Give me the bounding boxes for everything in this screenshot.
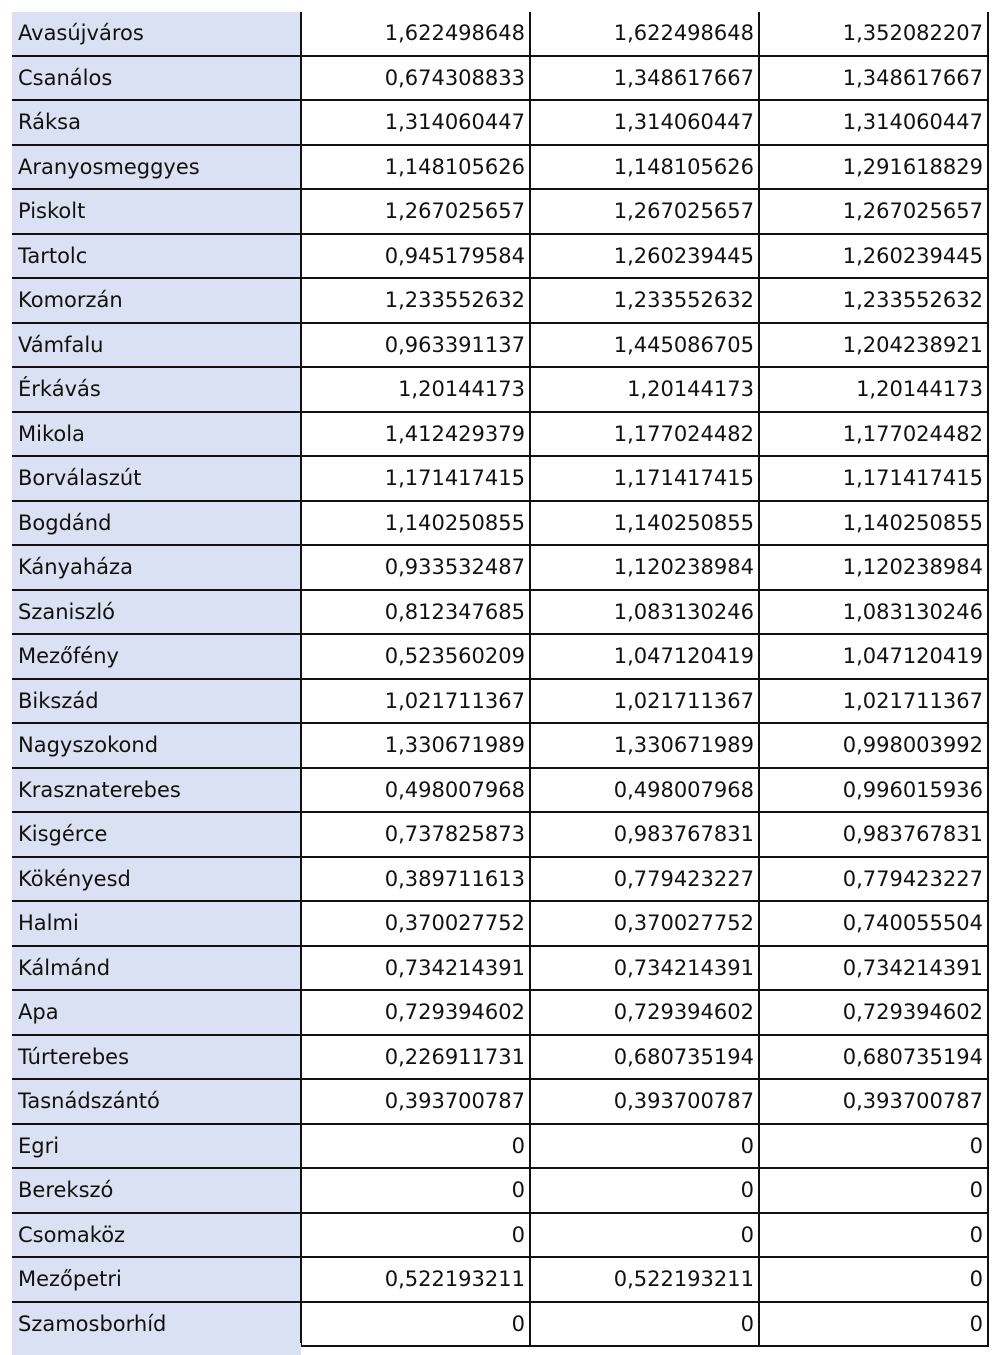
table-row xyxy=(12,857,988,902)
value-cell-3[interactable]: 1,260239445 xyxy=(759,234,988,279)
settlement-name-cell[interactable]: Ráksa xyxy=(12,100,301,145)
value-cell-2[interactable]: 0,729394602 xyxy=(530,990,759,1035)
table-row xyxy=(12,145,988,190)
table-row xyxy=(12,234,988,279)
table-row xyxy=(12,723,988,768)
settlement-name-cell[interactable]: Érkávás xyxy=(12,367,301,412)
value-cell-3[interactable]: 1,267025657 xyxy=(759,189,988,234)
table-row xyxy=(12,56,988,101)
table-row xyxy=(12,501,988,546)
data-table xyxy=(12,12,989,1347)
value-cell-3[interactable]: 1,177024482 xyxy=(759,412,988,457)
value-cell-3[interactable]: 0,996015936 xyxy=(759,768,988,813)
value-cell-3[interactable]: 1,021711367 xyxy=(759,679,988,724)
value-cell-3[interactable]: 1,20144173 xyxy=(759,367,988,412)
settlement-name-cell[interactable]: Kisgérce xyxy=(12,812,301,857)
table-body xyxy=(12,12,988,1346)
value-cell-2[interactable]: 1,445086705 xyxy=(530,323,759,368)
value-cell-2[interactable]: 0,498007968 xyxy=(530,768,759,813)
settlement-name-cell[interactable]: Komorzán xyxy=(12,278,301,323)
value-cell-3[interactable]: 1,204238921 xyxy=(759,323,988,368)
value-cell-3[interactable]: 1,291618829 xyxy=(759,145,988,190)
table-row xyxy=(12,412,988,457)
table-row xyxy=(12,1124,988,1169)
value-cell-2[interactable]: 0,680735194 xyxy=(530,1035,759,1080)
value-cell-3[interactable]: 1,083130246 xyxy=(759,590,988,635)
table-row xyxy=(12,189,988,234)
value-cell-3[interactable]: 0,393700787 xyxy=(759,1079,988,1124)
value-cell-3[interactable]: 1,140250855 xyxy=(759,501,988,546)
value-cell-1[interactable]: 0,933532487 xyxy=(301,545,530,590)
value-cell-1[interactable]: 0,729394602 xyxy=(301,990,530,1035)
settlement-name-cell[interactable]: Mikola xyxy=(12,412,301,457)
value-cell-1[interactable]: 0,963391137 xyxy=(301,323,530,368)
value-cell-1[interactable]: 0,737825873 xyxy=(301,812,530,857)
value-cell-1[interactable]: 0,945179584 xyxy=(301,234,530,279)
value-cell-2[interactable]: 1,021711367 xyxy=(530,679,759,724)
table-row xyxy=(12,768,988,813)
table-row xyxy=(12,323,988,368)
value-cell-1[interactable]: 1,140250855 xyxy=(301,501,530,546)
value-cell-1[interactable]: 0 xyxy=(301,1168,530,1213)
value-cell-1[interactable]: 1,20144173 xyxy=(301,367,530,412)
value-cell-3[interactable]: 0 xyxy=(759,1213,988,1258)
settlement-name-cell[interactable]: Szamosborhíd xyxy=(12,1302,301,1347)
settlement-name-cell[interactable]: Apa xyxy=(12,990,301,1035)
value-cell-1[interactable]: 0 xyxy=(301,1124,530,1169)
value-cell-2[interactable]: 1,233552632 xyxy=(530,278,759,323)
value-cell-2[interactable]: 0,522193211 xyxy=(530,1257,759,1302)
value-cell-3[interactable]: 0,998003992 xyxy=(759,723,988,768)
value-cell-1[interactable]: 1,148105626 xyxy=(301,145,530,190)
value-cell-1[interactable]: 0,498007968 xyxy=(301,768,530,813)
settlement-name-cell[interactable]: Tartolc xyxy=(12,234,301,279)
value-cell-1[interactable]: 0,523560209 xyxy=(301,634,530,679)
value-cell-2[interactable]: 0 xyxy=(530,1302,759,1347)
value-cell-1[interactable]: 1,330671989 xyxy=(301,723,530,768)
value-cell-1[interactable]: 0,389711613 xyxy=(301,857,530,902)
settlement-name-cell[interactable]: Csomaköz xyxy=(12,1213,301,1258)
value-cell-3[interactable]: 0,680735194 xyxy=(759,1035,988,1080)
settlement-name-cell[interactable]: Csanálos xyxy=(12,56,301,101)
settlement-name-cell[interactable]: Borválaszút xyxy=(12,456,301,501)
value-cell-3[interactable]: 0,779423227 xyxy=(759,857,988,902)
settlement-name-cell[interactable]: Avasújváros xyxy=(12,12,301,56)
settlement-name-cell[interactable]: Kálmánd xyxy=(12,946,301,991)
value-cell-1[interactable]: 1,021711367 xyxy=(301,679,530,724)
value-cell-3[interactable]: 0 xyxy=(759,1124,988,1169)
value-cell-3[interactable]: 1,171417415 xyxy=(759,456,988,501)
settlement-name-cell[interactable]: Bogdánd xyxy=(12,501,301,546)
value-cell-2[interactable]: 0 xyxy=(530,1213,759,1258)
value-cell-2[interactable]: 0,983767831 xyxy=(530,812,759,857)
settlement-name-cell[interactable]: Tasnádszántó xyxy=(12,1079,301,1124)
settlement-name-cell[interactable]: Berekszó xyxy=(12,1168,301,1213)
value-cell-3[interactable]: 0 xyxy=(759,1302,988,1347)
value-cell-3[interactable]: 0,740055504 xyxy=(759,901,988,946)
value-cell-3[interactable]: 0 xyxy=(759,1168,988,1213)
settlement-name-cell[interactable]: Mezőfény xyxy=(12,634,301,679)
value-cell-3[interactable]: 1,233552632 xyxy=(759,278,988,323)
table-row xyxy=(12,456,988,501)
settlement-name-cell[interactable]: Kányaháza xyxy=(12,545,301,590)
value-cell-2[interactable]: 0 xyxy=(530,1124,759,1169)
value-cell-3[interactable]: 1,047120419 xyxy=(759,634,988,679)
value-cell-2[interactable]: 1,314060447 xyxy=(530,100,759,145)
table-row xyxy=(12,901,988,946)
value-cell-2[interactable]: 0,393700787 xyxy=(530,1079,759,1124)
table-row xyxy=(12,634,988,679)
value-cell-3[interactable]: 1,348617667 xyxy=(759,56,988,101)
value-cell-1[interactable]: 0,734214391 xyxy=(301,946,530,991)
value-cell-2[interactable]: 1,260239445 xyxy=(530,234,759,279)
settlement-name-cell[interactable]: Aranyosmeggyes xyxy=(12,145,301,190)
value-cell-3[interactable]: 0,734214391 xyxy=(759,946,988,991)
table-row xyxy=(12,679,988,724)
value-cell-3[interactable]: 1,352082207 xyxy=(759,12,988,56)
value-cell-2[interactable]: 1,20144173 xyxy=(530,367,759,412)
settlement-name-cell[interactable]: Szaniszló xyxy=(12,590,301,635)
value-cell-2[interactable]: 1,330671989 xyxy=(530,723,759,768)
value-cell-1[interactable]: 0 xyxy=(301,1213,530,1258)
value-cell-1[interactable]: 1,267025657 xyxy=(301,189,530,234)
value-cell-1[interactable]: 1,622498648 xyxy=(301,12,530,56)
table-row xyxy=(12,1257,988,1302)
value-cell-3[interactable]: 0,729394602 xyxy=(759,990,988,1035)
value-cell-1[interactable]: 1,171417415 xyxy=(301,456,530,501)
value-cell-2[interactable]: 1,267025657 xyxy=(530,189,759,234)
settlement-name-cell[interactable]: Túrterebes xyxy=(12,1035,301,1080)
value-cell-2[interactable]: 1,148105626 xyxy=(530,145,759,190)
value-cell-2[interactable]: 1,177024482 xyxy=(530,412,759,457)
table-row xyxy=(12,1168,988,1213)
value-cell-3[interactable]: 1,314060447 xyxy=(759,100,988,145)
value-cell-1[interactable]: 0,522193211 xyxy=(301,1257,530,1302)
value-cell-2[interactable]: 0,779423227 xyxy=(530,857,759,902)
settlement-name-cell[interactable]: Kökényesd xyxy=(12,857,301,902)
value-cell-3[interactable]: 0 xyxy=(759,1257,988,1302)
value-cell-1[interactable]: 1,314060447 xyxy=(301,100,530,145)
value-cell-2[interactable]: 1,171417415 xyxy=(530,456,759,501)
settlement-name-cell[interactable]: Piskolt xyxy=(12,189,301,234)
value-cell-2[interactable]: 1,622498648 xyxy=(530,12,759,56)
table-row xyxy=(12,1302,988,1347)
settlement-name-cell[interactable]: Nagyszokond xyxy=(12,723,301,768)
value-cell-3[interactable]: 0,983767831 xyxy=(759,812,988,857)
table-row xyxy=(12,278,988,323)
value-cell-2[interactable]: 0,734214391 xyxy=(530,946,759,991)
settlement-name-cell[interactable]: Mezőpetri xyxy=(12,1257,301,1302)
table-row xyxy=(12,946,988,991)
value-cell-3[interactable]: 1,120238984 xyxy=(759,545,988,590)
value-cell-2[interactable]: 1,083130246 xyxy=(530,590,759,635)
table-row xyxy=(12,1079,988,1124)
table-row xyxy=(12,1035,988,1080)
table-row xyxy=(12,100,988,145)
value-cell-1[interactable]: 0,226911731 xyxy=(301,1035,530,1080)
table-row xyxy=(12,812,988,857)
table-row xyxy=(12,590,988,635)
value-cell-2[interactable]: 1,047120419 xyxy=(530,634,759,679)
value-cell-1[interactable]: 0,393700787 xyxy=(301,1079,530,1124)
value-cell-1[interactable]: 0,674308833 xyxy=(301,56,530,101)
settlement-name-cell[interactable]: Halmi xyxy=(12,901,301,946)
value-cell-1[interactable]: 0,370027752 xyxy=(301,901,530,946)
table-row xyxy=(12,367,988,412)
settlement-name-cell[interactable]: Vámfalu xyxy=(12,323,301,368)
table-row xyxy=(12,12,988,56)
settlement-name-cell[interactable]: Krasznaterebes xyxy=(12,768,301,813)
name-column-tail xyxy=(12,1343,301,1355)
value-cell-1[interactable]: 1,233552632 xyxy=(301,278,530,323)
settlement-name-cell[interactable]: Egri xyxy=(12,1124,301,1169)
table-row xyxy=(12,990,988,1035)
settlement-name-cell[interactable]: Bikszád xyxy=(12,679,301,724)
value-cell-2[interactable]: 1,140250855 xyxy=(530,501,759,546)
table-row xyxy=(12,545,988,590)
value-cell-1[interactable]: 0,812347685 xyxy=(301,590,530,635)
value-cell-1[interactable]: 1,412429379 xyxy=(301,412,530,457)
value-cell-2[interactable]: 0 xyxy=(530,1168,759,1213)
value-cell-1[interactable]: 0 xyxy=(301,1302,530,1347)
table-row xyxy=(12,1213,988,1258)
value-cell-2[interactable]: 1,120238984 xyxy=(530,545,759,590)
value-cell-2[interactable]: 0,370027752 xyxy=(530,901,759,946)
value-cell-2[interactable]: 1,348617667 xyxy=(530,56,759,101)
